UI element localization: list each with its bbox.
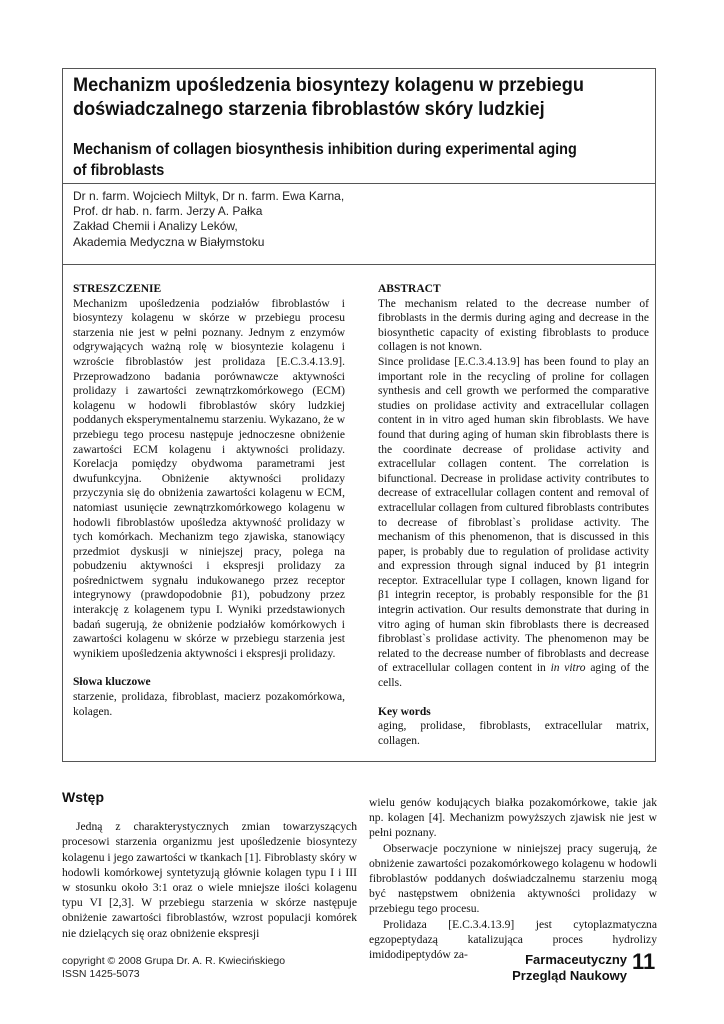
keywords-en: aging, prolidase, fibroblasts, extracellular matrix, collagen. [378,720,649,747]
divider [63,264,655,265]
body-right-column [369,795,657,962]
author-block [73,189,344,250]
abstract-paragraph-2 [378,355,649,691]
section-heading-wstep: Wstęp [62,789,104,805]
body-paragraph: Obserwacje poczynione w niniejszej pracy sugerują, że obniżenie zawartości pozakomórkowego kolagenu w hodowli fibroblastów poddanych doświadczalnemu starzeniu mogą być następstwem obniżenia aktywności prolidazy w przebiegu tego procesu. [369,841,657,916]
title-polish-line-1: Mechanizm upośledzenia biosyntezy kolagenu w przebiegu [73,74,584,96]
keywords-en-heading: Key words [378,705,431,718]
footer-copyright [62,955,285,981]
streszczenie-text: Mechanizm upośledzenia podziałów fibroblastów i biosyntezy kolagenu w skórze w przebiegu procesu starzenia nie jest w pełni poznany. Jednym z enzymów odgrywających ważną rolę w biosyntezie kolagenu i wzroście fibroblastów jest prolidaza [E.C.3.4.13.9]. Przeprowadzono badania porównawcze aktywności prolidazy i zawartości zewnątrzkomórkowego (ECM) kolagenu w hodowli fibroblastów skóry ludzkiej poddanych eksperymentalnemu starzeniu. Wykazano, że w przebiegu tego procesu następuje jednoczesne obniżenie zawartości ECM kolagenu i aktywności prolidazy. Korelacja pomiędzy obydwoma parametrami jest dwufunkcyjna. Obniżenie aktywności prolidazy przyczynia się do obniżenia zawartości kolagenu w ECM, natomiast usunięcie zewnątrzkomórkowego kolagenu w hodowli fibroblastów upośledza aktywność prolidazy w tych komórkach. Mechanizm tego zjawiska, stanowiący przedmiot dyskusji w niniejszej pracy, polega na pobudzeniu aktywności i ekspresji prolidazy za pośrednictwem sygnału indukowanego przez receptor integrynowy (prawdopodobnie β1), pobudzony przez interakcję z kolagenem typu I. Wyniki przedstawionych badań sugerują, że obniżenie podziałów komórkowych i zawartości kolagenu w skórze w przebiegu starzenia jest wynikiem upośledzenia aktywności i ekspresji prolidazy. [73,297,345,660]
authors-line: Prof. dr hab. n. farm. Jerzy A. Pałka [73,204,263,219]
journal-name-line-1: Farmaceutyczny [525,952,627,967]
affiliation-line: Akademia Medyczna w Białymstoku [73,234,265,249]
affiliation-line: Zakład Chemii i Analizy Leków, [73,219,238,234]
streszczenie-column [73,282,345,719]
abstract-italic: in vitro [550,662,586,675]
copyright-text: copyright © 2008 Grupa Dr. A. R. Kwiecińskiego [62,955,286,967]
page-number: 11 [632,949,656,974]
abstract-heading: ABSTRACT [378,283,441,295]
authors-line: Dr n. farm. Wojciech Miltyk, Dr n. farm. Ewa Karna, [73,189,345,203]
abstract-column [378,282,649,748]
header-frame [62,68,656,762]
body-paragraph: Prolidaza [E.C.3.4.13.9] jest cytoplazmatyczna egzopeptydazą katalizująca proces hydrolizy imidodipeptydów za- [369,917,657,962]
streszczenie-heading: STRESZCZENIE [73,283,162,295]
body-left-column [62,790,357,941]
title-english-line-2: of fibroblasts [73,162,165,179]
title-english-line-1: Mechanism of collagen biosynthesis inhibition during experimental aging [73,141,577,158]
title-polish [73,73,631,121]
journal-name-line-2: Przegląd Naukowy [512,968,627,983]
abstract-text-end: aging of the cells. [378,662,650,690]
title-english [73,139,631,181]
abstract-paragraph-1: The mechanism related to the decrease number of fibroblasts in the dermis during aging and decrease in the biosynthetic capacity of existing fibroblasts to produce collagen is not known. [378,297,649,354]
divider [63,183,655,184]
issn-text: ISSN 1425-5073 [62,968,140,980]
body-paragraph: Jedną z charakterystycznych zmian towarzyszących procesowi starzenia organizmu jest upośledzenie biosyntezy kolagenu i jego zawartości w tkankach [1]. Fibroblasty skóry w hodowli komórkowej syntetyzują głównie kolagen typu I i III w stosunku około 3:1 oraz o wiele mniejsze ilości kolagenu typu VI [2,3]. W przebiegu starzenia w skórze następuje obniżenie zawartości fibroblastów, wzrost populacji komórek nie dzielących się oraz obniżenie ekspresji [62,820,357,940]
abstract-text: Since prolidase [E.C.3.4.13.9] has been found to play an important role in the recycling of proline for collagen synthesis and cell growth we performed the comparative studies on prolidase activity and extracellular collagen content in in vitro aged human skin fibroblasts. We have found that during aging of human skin fibroblasts there is the coordinate decrease of prolidase activity and extracellular collagen content. The correlation is bifunctional. Decrease in prolidase activity contributes to decrease of extracellular collagen content and removal of extracellular collagen from cultured fibroblasts contributes to decrease of fibroblast`s prolidase activity. The mechanism of this phenomenon, that is discussed in this paper, is probably due to regulation of prolidase activity and expression through signal induced by β1 integrin receptor. Extracellular type I collagen, known ligand for β1 integrin receptor, is probably responsible for the β1 integrin activation. Our results demonstrate that during in vitro aging of human skin fibroblasts there is decreased fibroblast`s prolidase activity. The phenomenon may be related to the decrease number of fibroblasts and decrease of extracellular collagen content in [378,355,649,675]
journal-name [512,952,627,984]
keywords-pl: starzenie, prolidaza, fibroblast, macierz pozakomórkowa, kolagen. [73,691,345,718]
title-polish-line-2: doświadczalnego starzenia fibroblastów skóry ludzkiej [73,98,545,120]
keywords-pl-heading: Słowa kluczowe [73,676,151,689]
body-paragraph: wielu genów kodujących białka pozakomórkowe, takie jak np. kolagen [4]. Mechanizm powyższych zjawisk nie jest w pełni poznany. [369,796,657,840]
